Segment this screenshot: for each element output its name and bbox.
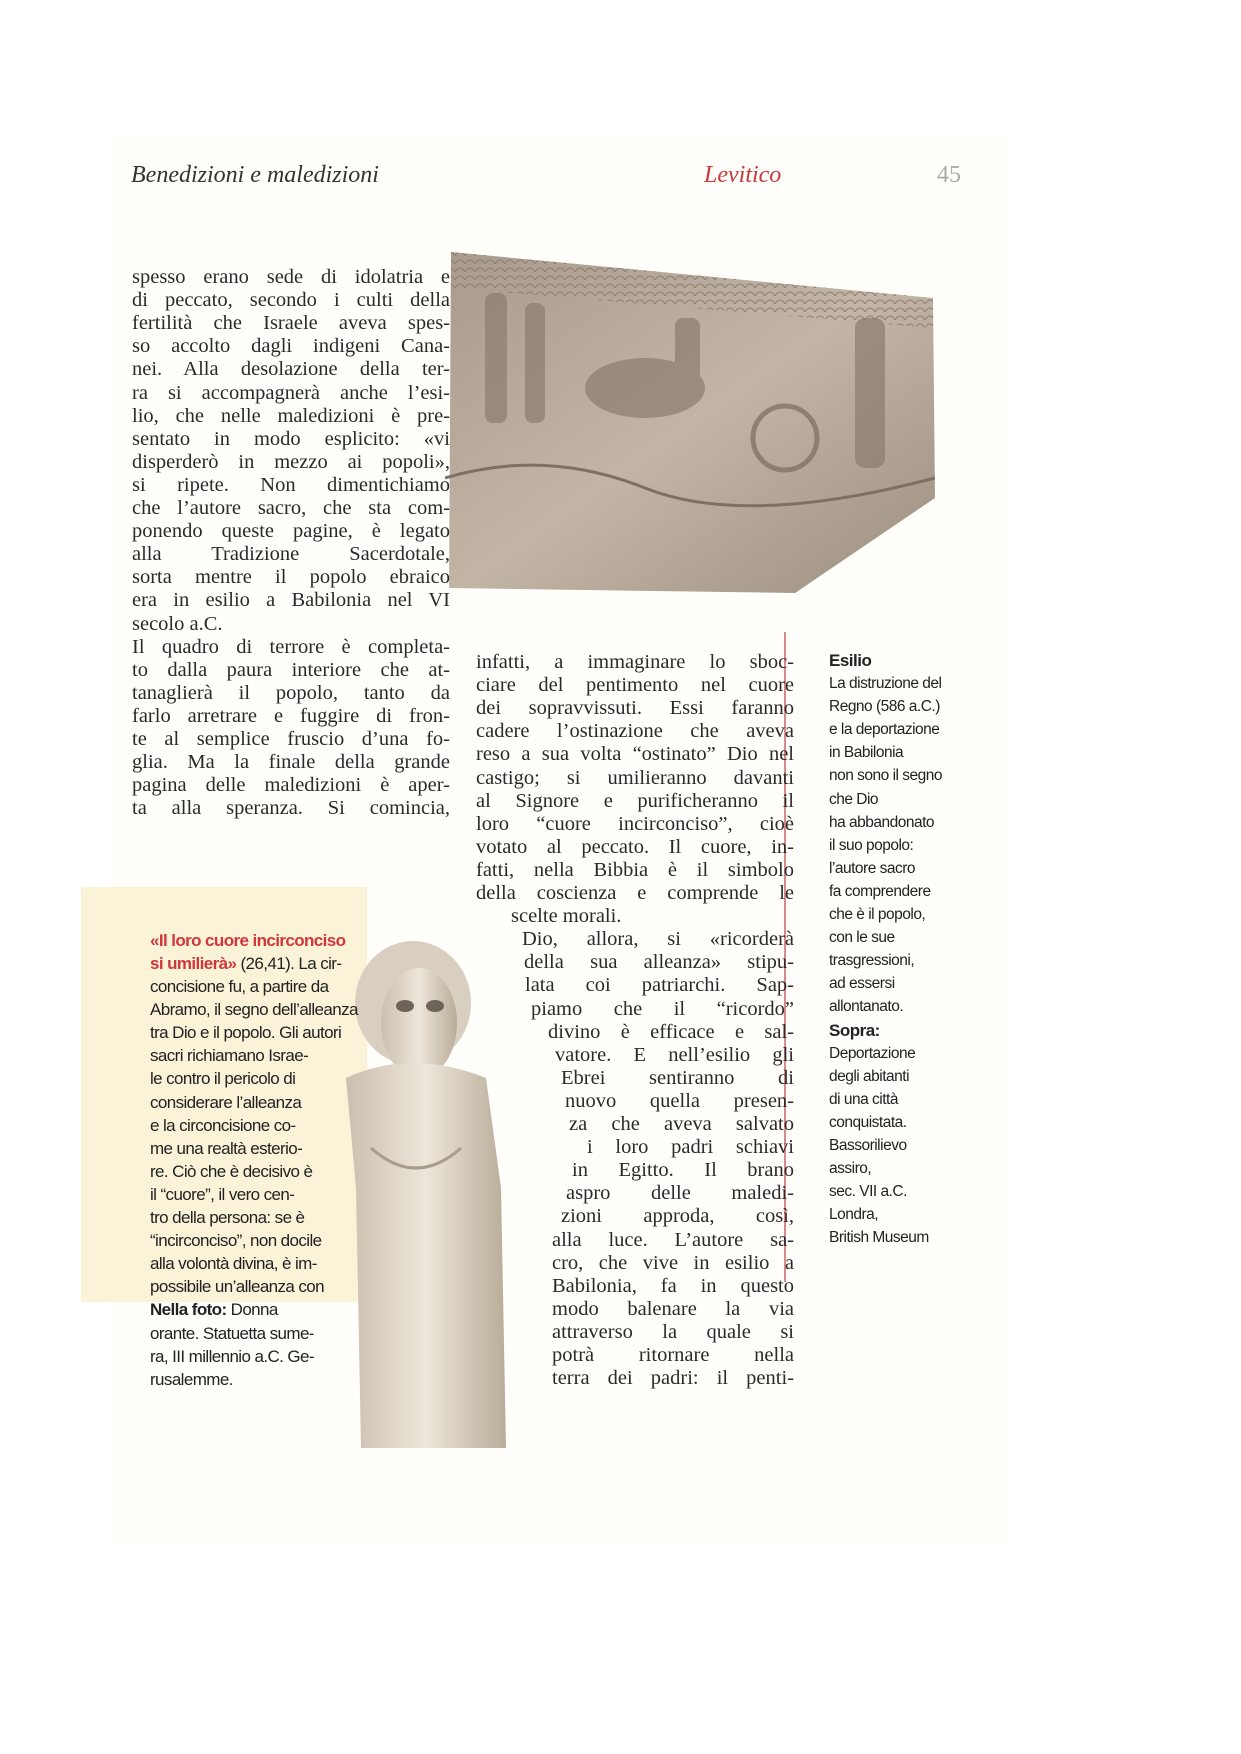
sidebar-line: conquistata. xyxy=(829,1113,907,1131)
sidebar-line: trasgressioni, xyxy=(829,952,915,970)
sidebar-line: Bassorilievo xyxy=(829,1137,907,1154)
box-line: le contro il pericolo di xyxy=(150,1069,296,1089)
text-line: alla luce. L’autore sa- xyxy=(552,1228,794,1251)
text-line: votato al peccato. Il cuore, in- xyxy=(476,835,794,858)
box-line: tro della persona: se è xyxy=(150,1208,305,1227)
text-line: aspro delle maledi- xyxy=(566,1182,794,1205)
sidebar-line: ad essersi xyxy=(829,975,895,993)
text-line: ra si accompagnerà anche l’esi- xyxy=(132,381,450,404)
text-line: castigo; si umilieranno davanti xyxy=(476,766,794,789)
sidebar-line: Deportazione xyxy=(829,1044,916,1062)
sidebar-line: di una città xyxy=(829,1090,898,1108)
text-line: loro “cuore incirconciso”, cioè xyxy=(476,812,794,835)
text-line: sorta mentre il popolo ebraico xyxy=(132,566,450,589)
sidebar-line: con le sue xyxy=(829,929,895,947)
text-line: vatore. E nell’esilio gli xyxy=(555,1043,794,1066)
text-line: glia. Ma la finale della grande xyxy=(132,751,450,774)
box-quote-reference: (26,41). La cir- xyxy=(236,954,342,973)
box-line: ra, III millennio a.C. Ge- xyxy=(150,1346,314,1366)
text-line: zioni approda, così, xyxy=(561,1205,794,1228)
box-line: sacri richiamano Israe- xyxy=(150,1046,309,1066)
box-line xyxy=(150,952,341,975)
box-line: il “cuore”, il vero cen- xyxy=(150,1184,295,1204)
box-line: e la circoncisione co- xyxy=(150,1115,296,1135)
sidebar-line: che Dio xyxy=(829,790,879,808)
photo-caption: Donna xyxy=(226,1300,278,1320)
box-line: Abramo, il segno dell’alleanza xyxy=(150,1000,358,1020)
running-header-book: Levitico xyxy=(704,162,782,188)
sidebar-line: assiro, xyxy=(829,1160,872,1178)
text-line: cro, che vive in esilio a xyxy=(552,1251,794,1274)
text-line: al Signore e purificheranno il xyxy=(476,789,794,812)
box-line: re. Ciò che è decisivo è xyxy=(150,1161,313,1181)
text-line: modo balenare la via xyxy=(552,1297,794,1320)
text-line: i loro padri schiavi xyxy=(587,1136,794,1159)
text-line: dei sopravvissuti. Essi faranno xyxy=(476,697,794,720)
box-quote-title-end: si umilierà» xyxy=(150,954,237,973)
sidebar-line: l’autore sacro xyxy=(829,859,916,877)
text-line: lio, che nelle maledizioni è pre- xyxy=(132,404,450,427)
box-line: considerare l’alleanza xyxy=(150,1092,302,1112)
text-line: scelte morali. xyxy=(511,905,622,928)
text-line: secolo a.C. xyxy=(132,612,223,635)
text-line: si ripete. Non dimentichiamo xyxy=(132,473,450,496)
text-line: Dio, allora, si «ricorderà xyxy=(522,928,794,951)
text-line: attraverso la quale si xyxy=(552,1320,794,1343)
sidebar-line: fa comprendere xyxy=(829,882,931,900)
text-line: terra dei padri: il penti- xyxy=(552,1367,794,1390)
text-line: divino è efficace e sal- xyxy=(548,1020,794,1043)
text-line: fertilità che Israele aveva spes- xyxy=(132,312,450,335)
text-line: lata coi patriarchi. Sap- xyxy=(525,974,794,997)
running-header-title: Benedizioni e maledizioni xyxy=(131,162,379,188)
text-line: fatti, nella Bibbia è il simbolo xyxy=(476,858,794,881)
text-line: della coscienza e comprende le xyxy=(476,882,794,904)
text-line: Il quadro di terrore è completa- xyxy=(132,635,450,658)
sidebar-line: non sono il segno xyxy=(829,767,943,785)
text-line: za che aveva salvato xyxy=(569,1113,794,1135)
sidebar-line: che è il popolo, xyxy=(829,906,926,923)
text-line: farlo arretrare e fuggire di fron- xyxy=(132,704,450,727)
page-number: 45 xyxy=(937,162,961,188)
assyrian-relief-photo xyxy=(445,248,935,593)
text-line: in Egitto. Il brano xyxy=(572,1159,794,1182)
sidebar-line: degli abitanti xyxy=(829,1067,910,1085)
text-line: nuovo quella presen- xyxy=(565,1089,794,1112)
sidebar-line: il suo popolo: xyxy=(829,836,914,854)
box-line: me una realtà esterio- xyxy=(150,1138,303,1158)
sidebar-line: sec. VII a.C. xyxy=(829,1183,907,1201)
text-line: ta alla speranza. Si comincia, xyxy=(132,797,450,820)
box-quote-title: «Il loro cuore incirconciso xyxy=(150,931,346,950)
text-line: nei. Alla desolazione della ter- xyxy=(132,358,450,381)
text-line: di peccato, secondo i culti della xyxy=(132,289,450,312)
text-line: disperderò in mezzo ai popoli», xyxy=(132,450,450,473)
text-line: piamo che il “ricordo” xyxy=(531,997,794,1020)
sidebar-line: in Babilonia xyxy=(829,744,904,762)
sidebar-line: British Museum xyxy=(829,1229,929,1247)
text-line: Babilonia, fa in questo xyxy=(552,1274,794,1297)
box-line: rusalemme. xyxy=(150,1369,233,1389)
text-line: te al semplice fruscio d’una fo- xyxy=(132,728,450,750)
text-line: to dalla paura interiore che at- xyxy=(132,658,450,681)
text-line: era in esilio a Babilonia nel VI xyxy=(132,589,450,612)
box-line: orante. Statuetta sume- xyxy=(150,1323,314,1343)
box-line: concisione fu, a partire da xyxy=(150,977,329,996)
text-line: ciare del pentimento nel cuore xyxy=(476,674,794,697)
sidebar-line: Regno (586 a.C.) xyxy=(829,698,940,716)
sidebar-title: Esilio xyxy=(829,651,872,670)
text-line: tanaglierà il popolo, tanto da xyxy=(132,681,450,704)
text-line: alla Tradizione Sacerdotale, xyxy=(132,543,450,566)
text-line: spesso erano sede di idolatria e xyxy=(132,266,450,288)
text-line: potrà ritornare nella xyxy=(552,1344,794,1366)
text-line: infatti, a immaginare lo sboc- xyxy=(476,651,794,673)
text-line: della sua alleanza» stipu- xyxy=(524,951,794,974)
box-line: tra Dio e il popolo. Gli autori xyxy=(150,1023,342,1043)
text-line: sentato in modo esplicito: «vi xyxy=(132,427,450,450)
box-line xyxy=(150,1298,278,1321)
box-line: “incirconciso”, non docile xyxy=(150,1231,322,1251)
sidebar-line: allontanato. xyxy=(829,998,904,1016)
text-line: che l’autore sacro, che sta com- xyxy=(132,497,450,519)
photo-label: Nella foto: xyxy=(150,1300,227,1320)
text-line: ponendo queste pagine, è legato xyxy=(132,520,450,543)
sidebar-line: e la deportazione xyxy=(829,721,940,739)
box-line: possibile un’alleanza con xyxy=(150,1277,325,1297)
box-line: alla volontà divina, è im- xyxy=(150,1254,317,1274)
text-line: so accolto dagli indigeni Cana- xyxy=(132,335,450,358)
text-line: Ebrei sentiranno di xyxy=(561,1066,794,1089)
sidebar-line: Londra, xyxy=(829,1206,879,1224)
text-line: pagina delle maledizioni è aper- xyxy=(132,774,450,797)
sidebar-line: La distruzione del xyxy=(829,675,942,692)
text-line: reso a sua volta “ostinato” Dio nel xyxy=(476,743,794,766)
sidebar-line: ha abbandonato xyxy=(829,813,935,831)
sidebar-sopra-label: Sopra: xyxy=(829,1020,880,1040)
text-line: cadere l’ostinazione che aveva xyxy=(476,720,794,743)
